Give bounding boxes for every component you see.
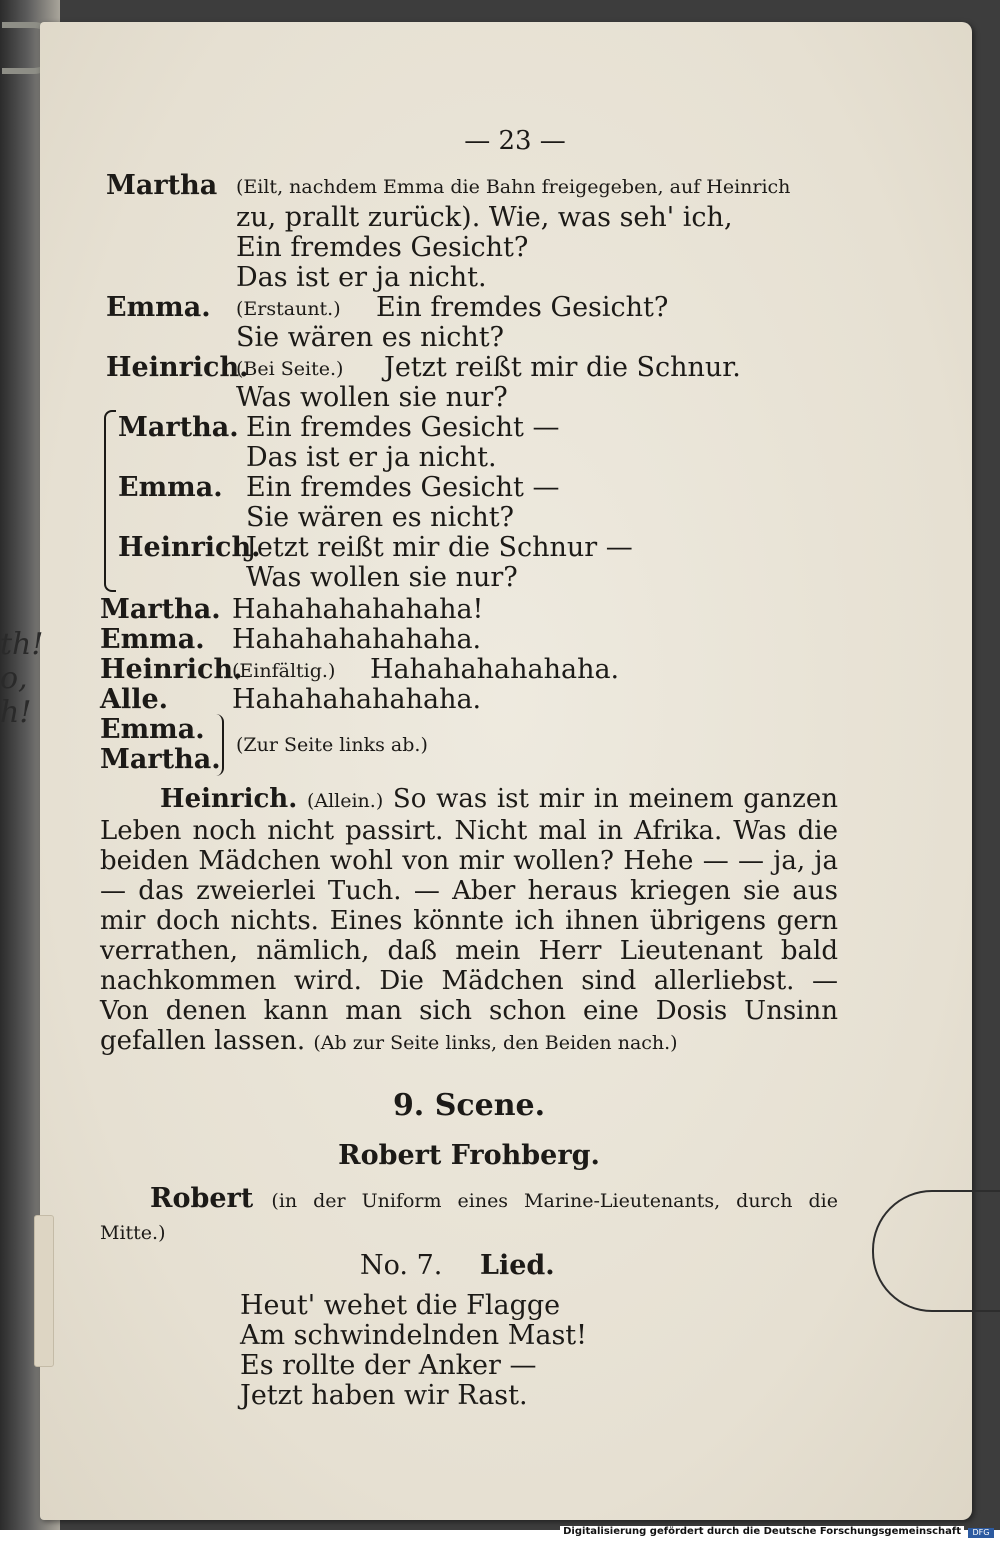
scene-heading: 9. Scene.	[392, 1088, 546, 1123]
stage-direction: (Erstaunt.)	[236, 298, 341, 320]
paper-tab	[34, 1215, 54, 1367]
speaker-name: Heinrich.	[160, 784, 298, 814]
dialogue-text: zu, prallt zurück). Wie, was seh' ich,	[236, 202, 733, 233]
dialogue-text: Das ist er ja nicht.	[236, 262, 487, 293]
stage-direction: (Eilt, nachdem Emma die Bahn freigegeben, auf Heinrich	[236, 176, 791, 198]
dfg-logo: DFG	[968, 1528, 994, 1538]
dialogue-text: Was wollen sie nur?	[246, 562, 518, 593]
song-text: Jetzt haben wir Rast.	[240, 1380, 528, 1411]
scene-cast: Robert Frohberg.	[338, 1140, 600, 1171]
stage-direction: (Einfältig.)	[232, 660, 336, 682]
dialogue-text: Jetzt reißt mir die Schnur.	[384, 352, 741, 383]
dialogue-text: Was wollen sie nur?	[236, 382, 508, 413]
stage-direction: (in der Uniform eines Marine-Lieutenants, durch die Mitte.)	[100, 1190, 838, 1244]
dialogue-text: Das ist er ja nicht.	[246, 442, 497, 473]
dialogue-text: Ein fremdes Gesicht?	[236, 232, 529, 263]
dialogue-text: Jetzt reißt mir die Schnur —	[246, 532, 633, 563]
dialogue-text: Sie wären es nicht?	[236, 322, 505, 353]
stage-direction: (Zur Seite links ab.)	[236, 734, 428, 756]
dialogue-text: Hahahahahahaha.	[370, 654, 620, 685]
dialogue-text: Ein fremdes Gesicht?	[376, 292, 669, 323]
song-text: Heut' wehet die Flagge	[240, 1290, 561, 1321]
stage-direction: (Allein.)	[306, 790, 384, 812]
speaker-name: Martha.	[100, 744, 221, 775]
speaker-name: Martha.	[118, 412, 239, 443]
speaker-name: Robert	[150, 1183, 254, 1214]
dialogue-text: Sie wären es nicht?	[246, 502, 515, 533]
speaker-name: Heinrich.	[118, 532, 261, 563]
song-text: Es rollte der Anker —	[240, 1350, 537, 1381]
monologue	[100, 784, 838, 1058]
song-number: No. 7.	[360, 1250, 443, 1281]
page-clip	[872, 1190, 1000, 1312]
song-text: Am schwindelnden Mast!	[240, 1320, 588, 1351]
dialogue-text: Ein fremdes Gesicht —	[246, 472, 560, 503]
monologue-text: So was ist mir in meinem ganzen Leben noch nicht passirt. Nicht mal in Afrika. Was die beiden Mädchen wohl von mir wollen? Hehe — — ja, ja — das zweierlei Tuch. — Aber heraus kriegen sie aus mir doch nichts. Eines könnte ich ihnen übrigens gern verrathen, nämlich, daß mein Herr Lieutenant bald nachkommen wird. Die Mädchen sind allerliebst. — Von denen kann man sich schon eine Dosis Unsinn gefallen lassen.	[100, 784, 838, 1056]
ensemble-bracket	[104, 410, 116, 592]
speaker-name: Alle.	[100, 684, 169, 715]
book-page	[40, 22, 972, 1520]
dialogue-text: Hahahahahahaha.	[232, 624, 482, 655]
previous-page-fragment: th! o, h!	[0, 627, 44, 730]
dialogue-text: Hahahahahahaha!	[232, 594, 484, 625]
speaker-name: Heinrich.	[100, 654, 243, 685]
speaker-name: Martha.	[100, 594, 221, 625]
speaker-name: Heinrich.	[106, 352, 249, 383]
song-title: Lied.	[480, 1250, 555, 1281]
speaker-name: Martha	[106, 170, 218, 201]
dialogue-text: Ein fremdes Gesicht —	[246, 412, 560, 443]
exit-bracket	[212, 714, 224, 776]
footer-credit: Digitalisierung gefördert durch die Deutsche Forschungsgemeinschaft	[560, 1526, 964, 1537]
speaker-name: Emma.	[106, 292, 211, 323]
page-number: — 23 —	[464, 126, 566, 156]
speaker-name: Emma.	[118, 472, 223, 503]
dialogue-text: Hahahahahahaha.	[232, 684, 482, 715]
stage-direction: (Ab zur Seite links, den Beiden nach.)	[313, 1032, 678, 1054]
entrance	[100, 1184, 838, 1248]
stage-direction: (Bei Seite.)	[236, 358, 344, 380]
speaker-name: Emma.	[100, 624, 205, 655]
speaker-name: Emma.	[100, 714, 205, 745]
